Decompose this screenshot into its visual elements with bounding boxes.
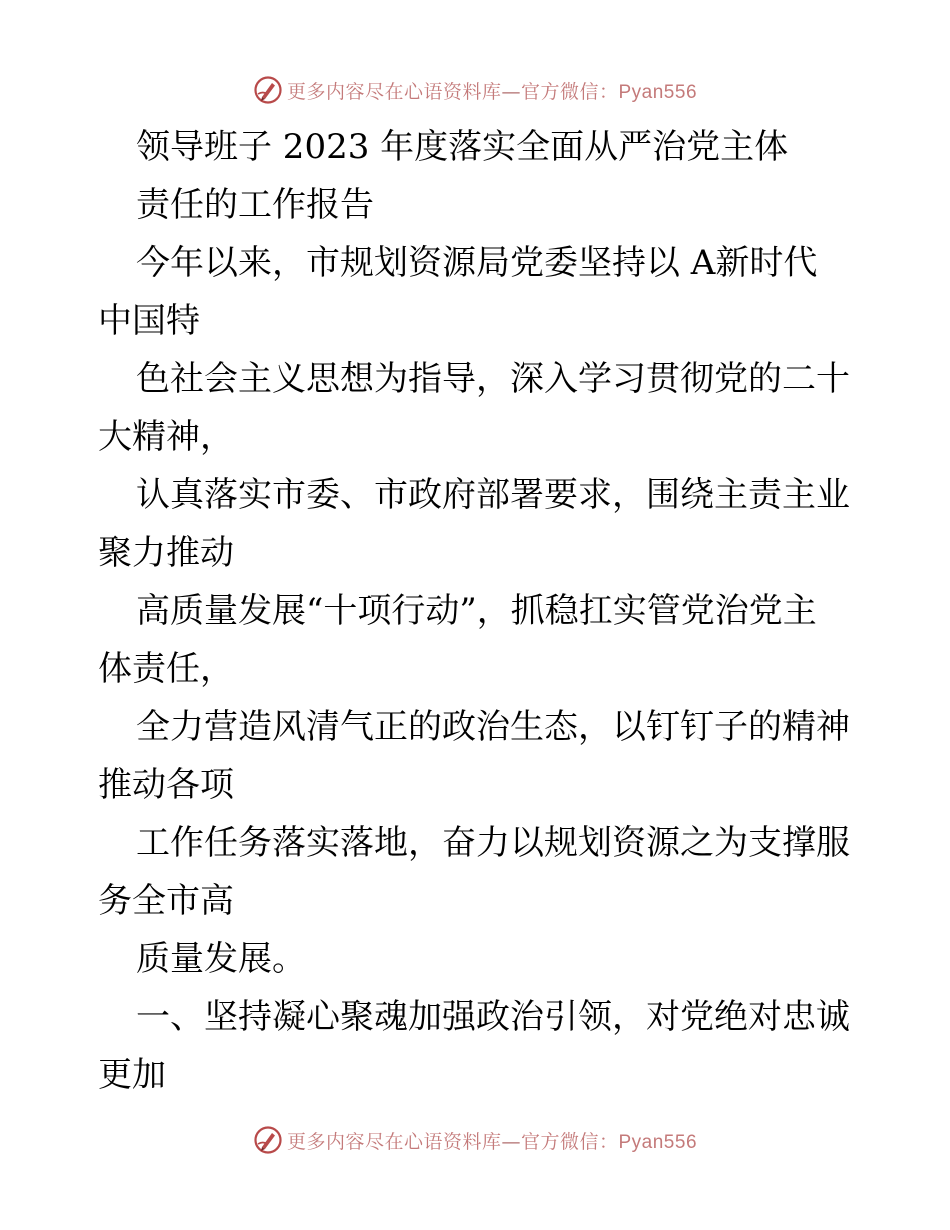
watermark-separator: — [501, 80, 521, 103]
watermark-handle: Pyan556 [618, 81, 698, 103]
body-line: 聚力推动 [98, 533, 234, 573]
report-title-line-1: 领导班子 2023 年度落实全面从严治党主体 [136, 127, 789, 167]
body-line: 今年以来，市规划资源局党委坚持以 A新时代 [136, 243, 818, 283]
header-watermark [0, 72, 950, 108]
body-line: 色社会主义思想为指导，深入学习贯彻党的二十 [136, 359, 850, 399]
report-body [98, 118, 858, 1104]
body-line: 工作任务落实落地，奋力以规划资源之为支撑服 [136, 823, 850, 863]
body-line: 体责任， [98, 649, 234, 689]
body-line: 推动各项 [98, 765, 234, 805]
watermark-separator: — [501, 1130, 521, 1153]
watermark-label: 官方微信： [520, 80, 619, 103]
body-line: 高质量发展“十项行动”，抓稳扛实管党治党主 [136, 591, 817, 631]
body-line: 更加 [98, 1055, 166, 1095]
report-title-line-2: 责任的工作报告 [136, 185, 374, 225]
watermark-label: 官方微信： [520, 1130, 619, 1153]
body-line: 务全市高 [98, 881, 234, 921]
watermark-text: 更多内容尽在心语资料库 [286, 1130, 502, 1153]
watermark-text: 更多内容尽在心语资料库 [286, 80, 502, 103]
body-line: 大精神， [98, 417, 234, 457]
body-line: 全力营造风清气正的政治生态，以钉钉子的精神 [136, 707, 850, 747]
watermark-handle: Pyan556 [618, 1131, 698, 1153]
footer-watermark [0, 1122, 950, 1158]
body-line: 中国特 [98, 301, 200, 341]
body-line: 质量发展。 [136, 939, 306, 979]
body-line: 认真落实市委、市政府部署要求，围绕主责主业 [136, 475, 850, 515]
section-heading-line: 一、坚持凝心聚魂加强政治引领，对党绝对忠诚 [136, 997, 850, 1037]
pen-logo-icon [253, 75, 283, 105]
pen-logo-icon [253, 1125, 283, 1155]
